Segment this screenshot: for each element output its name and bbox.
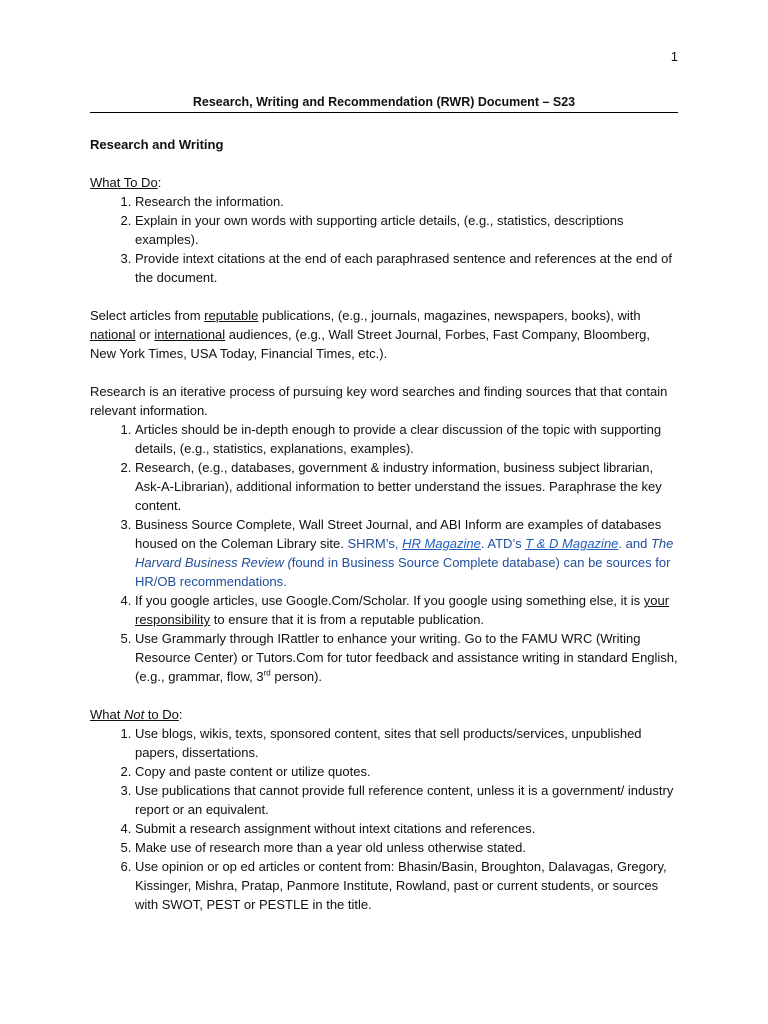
list-item: 3. Business Source Complete, Wall Street Journal, and ABI Inform are examples of databases housed on the Coleman Library site. SHRM’s, HR Magazine. ATD’s T & D Magazine. and The Harvard Business Review (found in Business Source Complete database) can be sources for HR/OB recommendations. xyxy=(135,515,678,591)
section-heading: Research and Writing xyxy=(90,137,224,152)
what-not-to-do-heading: What Not to Do: xyxy=(90,707,183,722)
list-item: 2. Research, (e.g., databases, government & industry information, business subject librarian, Ask-A-Librarian), additional information to better understand the issues. Paraphrase the key content. xyxy=(135,458,678,515)
list-item: 6. Use opinion or op ed articles or content from: Bhasin/Basin, Broughton, Dalavagas, Gregory, Kissinger, Mishra, Pratap, Panmore Institute, Rowland, past or current students, or sources with SWOT, PEST or PESTLE in the title. xyxy=(135,857,678,914)
select-articles-paragraph: Select articles from reputable publications, (e.g., journals, magazines, newspapers, books), with national or international audiences, (e.g., Wall Street Journal, Forbes, Fast Company, Bloomberg, New York Times, USA Today, Financial Times, etc.). xyxy=(90,308,651,361)
research-intro-paragraph: Research is an iterative process of pursuing key word searches and finding sources that that contain relevant information. xyxy=(90,384,668,418)
document-body xyxy=(90,135,678,914)
hr-magazine-link[interactable]: HR Magazine xyxy=(402,536,481,551)
what-not-to-do-list xyxy=(90,724,678,914)
list-item: 4. If you google articles, use Google.Com/Scholar. If you google using something else, it is your responsibility to ensure that it is from a reputable publication. xyxy=(135,591,678,629)
list-item: 1. Research the information. xyxy=(135,192,678,211)
list-item: 5. Use Grammarly through IRattler to enhance your writing. Go to the FAMU WRC (Writing Resource Center) or Tutors.Com for tutor feedback and assistance writing in standard English, (e.g., grammar, flow, 3rd person). xyxy=(135,629,678,686)
list-item: 3. Provide intext citations at the end of each paraphrased sentence and references at the end of the document. xyxy=(135,249,678,287)
page-number: 1 xyxy=(670,49,678,64)
td-magazine-link[interactable]: T & D Magazine xyxy=(525,536,619,551)
list-item: 5. Make use of research more than a year old unless otherwise stated. xyxy=(135,838,678,857)
document-title: Research, Writing and Recommendation (RWR) Document – S23 xyxy=(90,95,678,113)
list-item: 1. Use blogs, wikis, texts, sponsored content, sites that sell products/services, unpublished papers, dissertations. xyxy=(135,724,678,762)
what-to-do-list xyxy=(90,192,678,287)
list-item: 1. Articles should be in-depth enough to provide a clear discussion of the topic with supporting details, (e.g., statistics, explanations, examples). xyxy=(135,420,678,458)
list-item: 2. Explain in your own words with supporting article details, (e.g., statistics, descriptions examples). xyxy=(135,211,678,249)
list-item: 2. Copy and paste content or utilize quotes. xyxy=(135,762,678,781)
what-to-do-heading: What To Do: xyxy=(90,175,162,190)
list-item: 3. Use publications that cannot provide full reference content, unless it is a government/ industry report or an equivalent. xyxy=(135,781,678,819)
research-list xyxy=(90,420,678,686)
list-item: 4. Submit a research assignment without intext citations and references. xyxy=(135,819,678,838)
